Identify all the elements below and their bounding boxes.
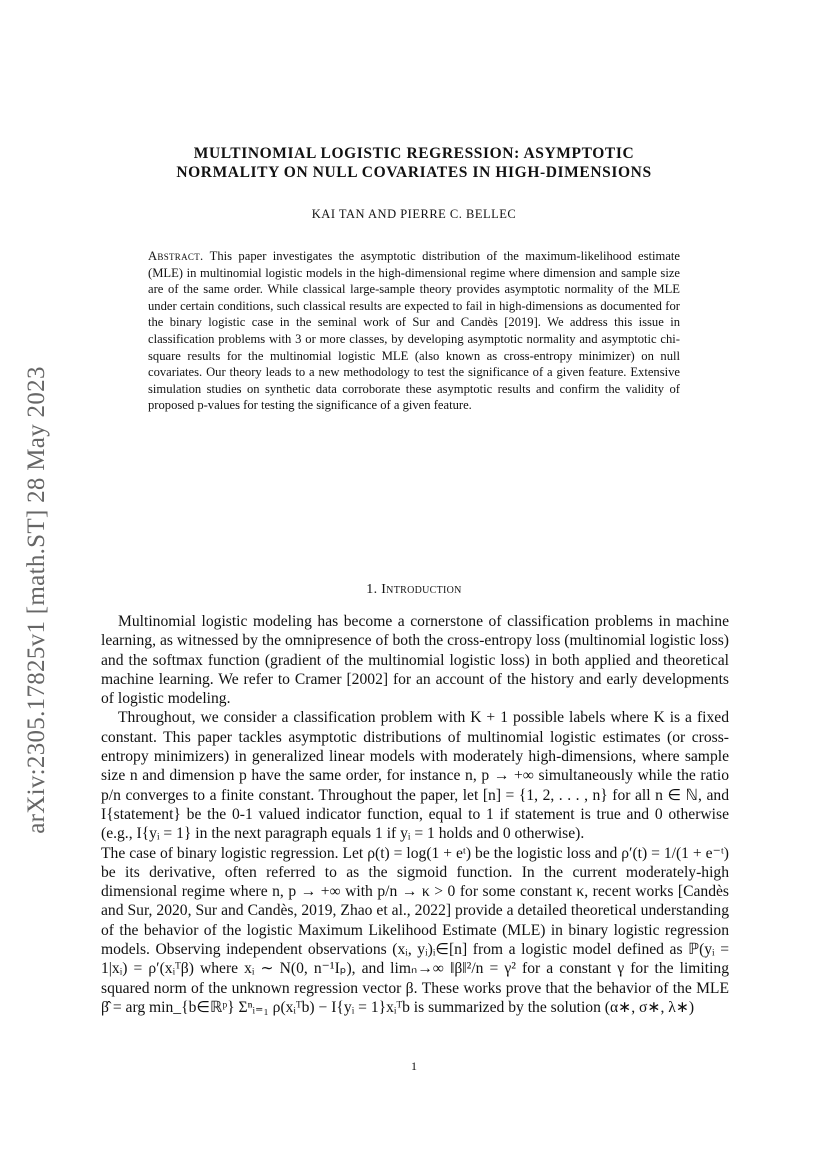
section-heading	[100, 582, 728, 598]
abstract	[148, 248, 680, 414]
title-line-2: NORMALITY ON NULL COVARIATES IN HIGH-DIMENSIONS	[176, 164, 652, 181]
authors: KAI TAN AND PIERRE C. BELLEC	[311, 207, 517, 221]
arxiv-identifier-text: arXiv:2305.17825v1 [math.ST] 28 May 2023	[23, 366, 50, 834]
section-title: Introduction	[381, 582, 462, 597]
paper-title	[100, 144, 728, 182]
paragraph-2: Throughout, we consider a classification problem with K + 1 possible labels where K is a fixed constant. This paper tackles asymptotic distributions of multinomial logistic estimates (or cross-entropy minimizers) in generalized linear models with moderately high-dimensions, where sample size n and dimension p have the same order, for instance n, p → +∞ simultaneously while the ratio p/n converges to a finite constant. Throughout the paper, let [n] = {1, 2, . . . , n} for all n ∈ ℕ, and I{statement} be the 0-1 valued indicator function, equal to 1 if statement is true and 0 otherwise (e.g., I{yᵢ = 1} in the next paragraph equals 1 if yᵢ = 1 holds and 0 otherwise).	[101, 709, 729, 843]
section-number: 1.	[366, 582, 378, 597]
abstract-text: This paper investigates the asymptotic distribution of the maximum-likelihood estimate (MLE) in multinomial logistic models in the high-dimensional regime where dimension and sample size are of the same order. While classical large-sample theory provides asymptotic normality of the MLE under certain conditions, such classical results are expected to fail in high-dimensions as documented for the binary logistic case in the seminal work of Sur and Candès [2019]. We address this issue in classification problems with 3 or more classes, by developing asymptotic normality and asymptotic chi-square results for the multinomial logistic MLE (also known as cross-entropy minimizer) on null covariates. Our theory leads to a new methodology to test the significance of a given feature. Extensive simulation studies on synthetic data corroborate these asymptotic results and confirm the validity of proposed p-values for testing the significance of a given feature.	[148, 249, 681, 413]
abstract-label: Abstract.	[148, 249, 204, 263]
page-number: 1	[411, 1059, 417, 1073]
paragraph-3: The case of binary logistic regression. Let ρ(t) = log(1 + eᵗ) be the logistic loss and ρ′(t) = 1/(1 + e⁻ᵗ) be its derivative, often referred to as the sigmoid function. In the current moderately-high dimensional regime where n, p → +∞ with p/n → κ > 0 for some constant κ, recent works [Candès and Sur, 2020, Sur and Candès, 2019, Zhao et al., 2022] provide a detailed theoretical understanding of the behavior of the logistic Maximum Likelihood Estimate (MLE) in binary logistic regression models. Observing independent observations (xᵢ, yᵢ)ᵢ∈[n] from a logistic model defined as ℙ(yᵢ = 1|xᵢ) = ρ′(xᵢᵀβ) where xᵢ ∼ N(0, n⁻¹Iₚ), and limₙ→∞ ‖β‖²/n = γ² for a constant γ for the limiting squared norm of the unknown regression vector β. These works prove that the behavior of the MLE β̂ = arg min_{b∈ℝᵖ} Σⁿᵢ₌₁ ρ(xᵢᵀb) − I{yᵢ = 1}xᵢᵀb is summarized by the solution (α∗, σ∗, λ∗)	[101, 844, 729, 1016]
paragraph-1: Multinomial logistic modeling has become a cornerstone of classification problems in machine learning, as witnessed by the omnipresence of both the cross-entropy loss (multinomial logistic loss) and the softmax function (gradient of the multinomial logistic loss) in both applied and theoretical machine learning. We refer to Cramer [2002] for an account of the history and early developments of logistic modeling.	[101, 613, 729, 708]
body-text	[101, 612, 729, 1017]
title-line-1: MULTINOMIAL LOGISTIC REGRESSION: ASYMPTOTIC	[193, 145, 635, 162]
arxiv-identifier	[22, 340, 52, 860]
